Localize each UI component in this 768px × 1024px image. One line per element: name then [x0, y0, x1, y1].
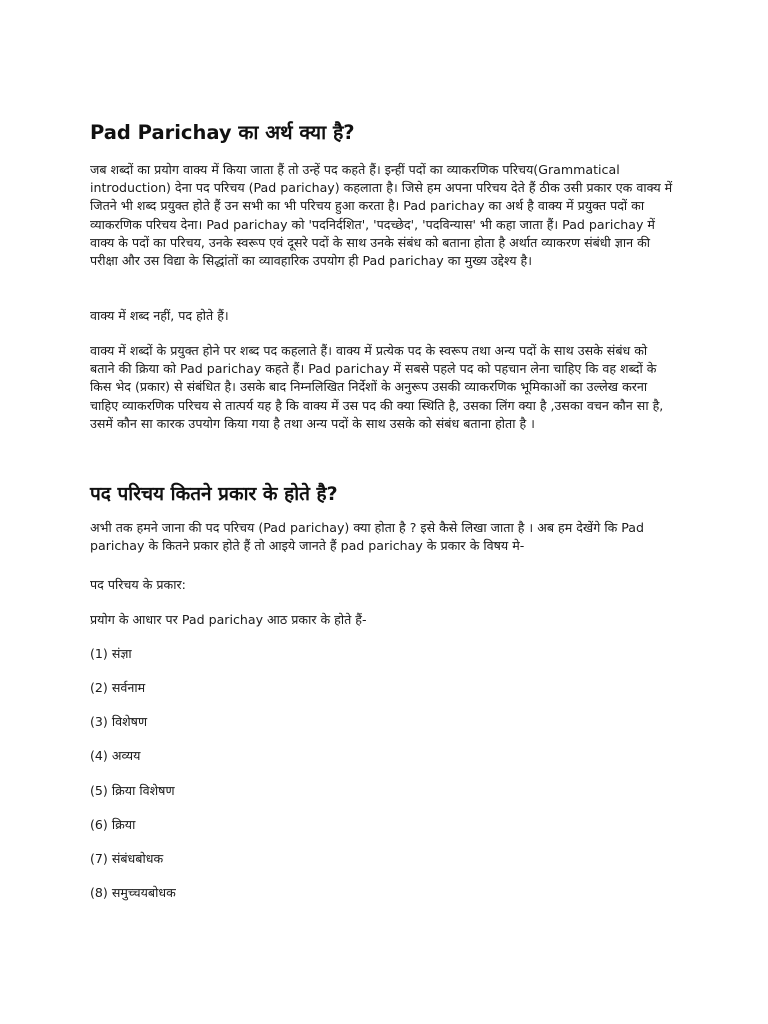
heading-types: पद परिचय कितने प्रकार के होते है?	[90, 483, 338, 505]
list-item: (4) अव्यय	[90, 748, 141, 763]
heading-meaning: Pad Parichay का अर्थ क्या है?	[90, 121, 355, 144]
list-item: (2) सर्वनाम	[90, 680, 146, 695]
types-label: पद परिचय के प्रकार:	[90, 577, 186, 592]
paragraph-types-intro: अभी तक हमने जाना की पद परिचय (Pad parichay) क्या होता है ? इसे कैसे लिखा जाता है । अब हम देखेंगे कि Pad parichay के कितने प्रकार होते हैं तो आइये जानते हैं pad parichay के प्रकार के विषय मे-	[90, 520, 644, 554]
paragraph-definition: जब शब्दों का प्रयोग वाक्य में किया जाता हैं तो उन्हें पद कहते हैं। इन्हीं पदों का व्याकरणिक परिचय(Grammatical introduction) देना पद परिचय (Pad parichay) कहलाता है। जिसे हम अपना परिचय देते हैं ठीक उसी प्रकार एक वाक्य में जितने भी शब्द प्रयुक्त होते हैं उन सभी का भी परिचय हुआ करता है। Pad parichay का अर्थ है वाक्य में प्रयुक्त पदों का व्याकरणिक परिचय देना। Pad parichay को 'पदनिर्दशित', 'पदच्छेद', 'पदविन्यास' भी कहा जाता हैं। Pad parichay में वाक्य के पदों का परिचय, उनके स्वरूप एवं दूसरे पदों के साथ उनके संबंध को बताना होता है अर्थात व्याकरण संबंधी ज्ञान की परीक्षा और उस विद्या के सिद्धांतों का व्यावहारिक उपयोग ही Pad parichay का मुख्य उद्देश्य है।	[90, 162, 673, 269]
list-item: (6) क्रिया	[90, 817, 136, 832]
list-item: (1) संज्ञा	[90, 646, 132, 661]
types-intro: प्रयोग के आधार पर Pad parichay आठ प्रकार के होते हैं-	[90, 612, 367, 627]
paragraph-explanation: वाक्य में शब्दों के प्रयुक्त होने पर शब्द पद कहलाते हैं। वाक्य में प्रत्येक पद के स्वरूप तथा अन्य पदों के साथ उसके संबंध को बताने की क्रिया को Pad parichay कहते हैं। Pad parichay में सबसे पहले पद को पहचान लेना चाहिए कि वह शब्दों के किस भेद (प्रकार) से संबंधित है। उसके बाद निम्नलिखित निर्देशों के अनुरूप उसकी व्याकरणिक भूमिकाओं का उल्लेख करना चाहिए व्याकरणिक परिचय से तात्पर्य यह है कि वाक्य में उस पद की क्या स्थिति है, उसका लिंग क्या है ,उसका वचन कौन सा है, उसमें कौन सा कारक उपयोग किया गया है तथा अन्य पदों के साथ उसके को संबंध बताना होता है ।	[90, 343, 664, 431]
list-item: (5) क्रिया विशेषण	[90, 783, 175, 798]
list-item: (7) संबंधबोधक	[90, 851, 164, 866]
list-item: (8) समुच्चयबोधक	[90, 885, 176, 900]
paragraph-note: वाक्य में शब्द नहीं, पद होते हैं।	[90, 308, 229, 323]
list-item: (3) विशेषण	[90, 714, 148, 729]
